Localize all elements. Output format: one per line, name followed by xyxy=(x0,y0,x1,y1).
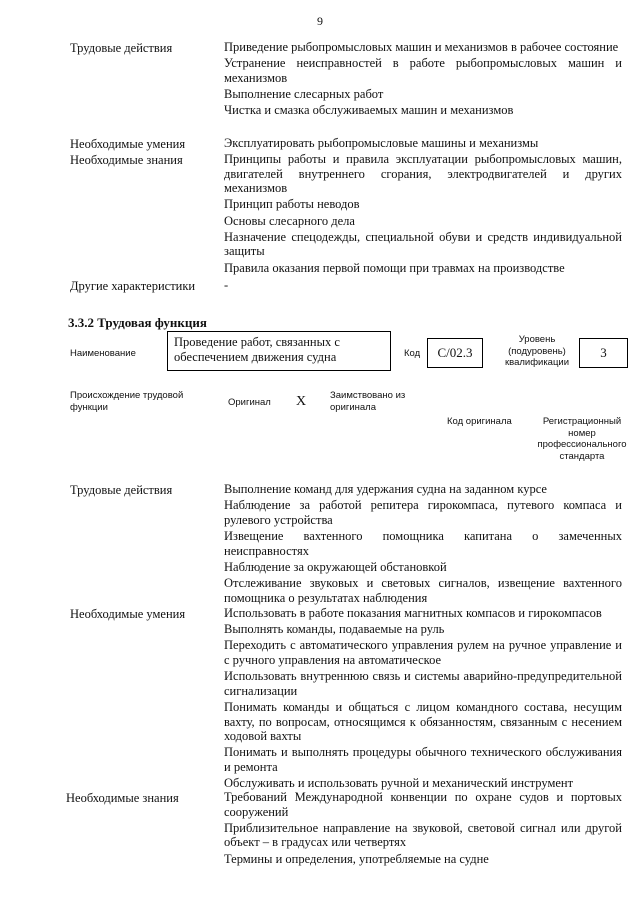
table-row xyxy=(0,136,640,152)
list-item: Наблюдение за окружающей обстановкой xyxy=(224,559,447,574)
section-2-table xyxy=(0,482,640,870)
row-label: Необходимые знания xyxy=(70,153,183,167)
list-item: Выполнять команды, подаваемые на руль xyxy=(224,622,445,637)
list-item: Понимать команды и общаться с лицом командного состава, несущим вахту, по вопросам, относящимся к обязанностям, связанным с несением ходовой вахты xyxy=(224,699,622,744)
row-label: Необходимые умения xyxy=(70,607,186,621)
list-item: Правила оказания первой помощи при травмах на производстве xyxy=(224,260,565,275)
list-item: Принцип работы неводов xyxy=(224,197,360,212)
table-row xyxy=(0,278,640,294)
list-item: Отслеживание звуковых и световых сигналов, извещение вахтенного помощника о результатах наблюдения xyxy=(224,575,622,605)
list-item: Устранение неисправностей в работе рыбопромысловых машин и механизмов xyxy=(224,56,622,85)
list-item: Наблюдение за работой репитера гирокомпаса, путевого компаса и рулевого устройства xyxy=(224,498,622,527)
list-item: Переходить с автоматического управления рулем на ручное управление и с ручного управления на автоматическое xyxy=(224,638,622,667)
list-item: Термины и определения, употребляемые на судне xyxy=(224,851,489,866)
list-item: Основы слесарного дела xyxy=(224,213,355,228)
list-item: - xyxy=(224,278,229,292)
section-title: 3.3.2 Трудовая функция xyxy=(68,315,207,330)
row-label: Трудовые действия xyxy=(70,41,173,55)
list-item: Приведение рыбопромысловых машин и механизмов в рабочее состояние xyxy=(224,40,619,54)
name-label: Наименование xyxy=(70,348,136,359)
code-label: Код xyxy=(404,348,421,359)
code-box: C/02.3 xyxy=(427,338,483,368)
list-item: Эксплуатировать рыбопромысловые машины и механизмы xyxy=(224,136,539,150)
section-1-table xyxy=(0,40,640,294)
list-item: Использовать в работе показания магнитных компасов и гирокомпасов xyxy=(224,606,602,620)
original-label: Оригинал xyxy=(228,397,271,408)
list-item: Приблизительное направление на звуковой, световой сигнал или другой объект – в градусах или четвертях xyxy=(224,820,622,850)
row-label: Необходимые знания xyxy=(66,791,179,805)
code-original-label: Код оригинала xyxy=(447,416,512,427)
list-item: Понимать и выполнять процедуры обычного технического обслуживания и ремонта xyxy=(224,745,622,774)
table-row xyxy=(0,606,640,790)
table-row xyxy=(0,40,640,136)
row-label: Необходимые умения xyxy=(70,137,186,151)
list-item: Назначение спецодежды, специальной обуви и средств индивидуальной защиты xyxy=(224,229,622,259)
table-row xyxy=(0,152,640,278)
page-number: 9 xyxy=(317,14,323,28)
list-item: Извещение вахтенного помощника капитана о замеченных неисправностях xyxy=(224,528,622,558)
function-name-box: Проведение работ, связанных с обеспечением движения судна xyxy=(167,331,391,371)
original-mark: X xyxy=(296,394,307,409)
list-item: Чистка и смазка обслуживаемых машин и механизмов xyxy=(224,103,514,118)
reg-number-label: Регистрационный номер профессионального стандарта xyxy=(537,416,627,462)
origin-label: Происхождение трудовой функции xyxy=(70,390,184,413)
list-item: Выполнение слесарных работ xyxy=(224,86,384,101)
list-item: Использовать внутреннюю связь и системы аварийно-предупредительной сигнализации xyxy=(224,669,622,698)
level-box: 3 xyxy=(579,338,628,368)
list-item: Обслуживать и использовать ручной и механический инструмент xyxy=(224,776,574,791)
row-label: Другие характеристики xyxy=(70,279,196,293)
level-label: Уровень (подуровень) квалификации xyxy=(504,334,570,368)
borrowed-label: Заимствовано из оригинала xyxy=(330,390,406,413)
table-row xyxy=(0,482,640,606)
row-label: Трудовые действия xyxy=(70,483,173,497)
list-item: Принципы работы и правила эксплуатации рыбопромысловых машин, двигателей внутреннего сгорания, электродвигателей и других механизмов xyxy=(224,152,622,196)
list-item: Требований Международной конвенции по охране судов и портовых сооружений xyxy=(224,790,622,819)
table-row xyxy=(0,790,640,870)
list-item: Выполнение команд для удержания судна на заданном курсе xyxy=(224,482,547,496)
